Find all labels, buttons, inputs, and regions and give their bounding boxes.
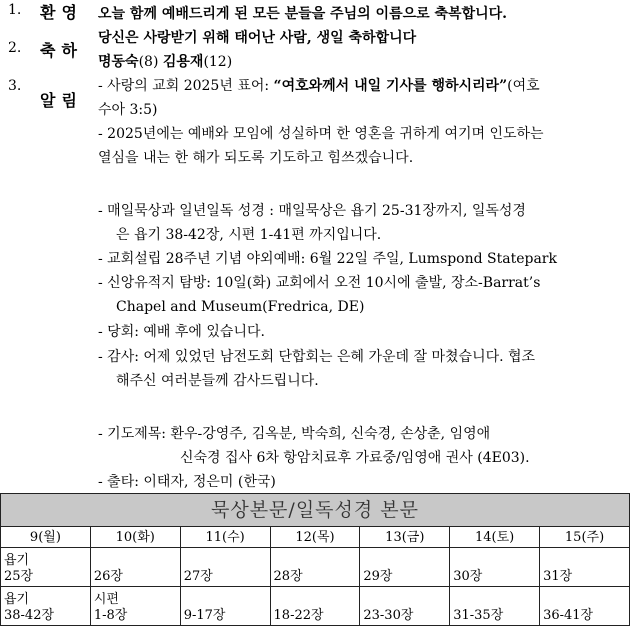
item-number: 1.: [8, 2, 22, 18]
birthday-date: (8): [138, 54, 163, 70]
day-header: 13(금): [360, 527, 450, 548]
section-heading-birthday: 축하: [40, 41, 83, 60]
day-header: 11(수): [180, 527, 270, 548]
thanks-notice: - 감사: 어제 있었던 남전도회 단합회는 은혜 가운데 잘 마쳤습니다. 협조: [98, 349, 536, 365]
birthday-name: 김용재: [162, 54, 204, 70]
birthday-date: (12): [203, 54, 233, 70]
prayer-notice: 신숙경 집사 6차 항암치료후 가료중/임영애 권사 (4E03).: [180, 450, 530, 466]
birthday-line: 당신은 사랑받기 위해 태어난 사람, 생일 축하합니다: [98, 30, 417, 46]
day-header: 15(주): [540, 527, 630, 548]
goal-line: - 2025년에는 예배와 모임에 성실하며 한 영혼을 귀하게 여기며 인도하는: [98, 126, 544, 142]
anniversary-notice: - 교회설립 28주년 기념 야외예배: 6월 22일 주일, Lumspond Statepark: [98, 251, 557, 267]
day-header: 9(월): [1, 527, 91, 548]
board-notice: - 당회: 예배 후에 있습니다.: [98, 324, 265, 340]
reading-notice: 은 욥기 38-42장, 시편 1-41편 까지입니다.: [116, 227, 382, 243]
reading-cell: 욥기 38-42장: [1, 587, 91, 626]
meditation-cell: 27장: [180, 548, 270, 587]
reading-cell: 23-30장: [360, 587, 450, 626]
item-number: 3.: [8, 78, 22, 94]
reading-cell: 36-41장: [540, 587, 630, 626]
motto-label: - 사랑의 교회 2025년 표어:: [98, 78, 274, 94]
section-heading-welcome: 환영: [40, 3, 83, 22]
section-heading-notices: 알림: [40, 91, 83, 110]
reading-cell: 9-17장: [180, 587, 270, 626]
reading-cell: 시편 1-8장: [90, 587, 180, 626]
prayer-notice: - 기도제목: 환우-강영주, 김옥분, 박숙희, 신숙경, 손상춘, 임영애: [98, 426, 491, 442]
trip-notice: - 신앙유적지 탐방: 10일(화) 교회에서 오전 10시에 출발, 장소-Barrat’s: [98, 275, 541, 291]
item-number: 2.: [8, 40, 22, 56]
meditation-cell: 26장: [90, 548, 180, 587]
meditation-cell: 욥기 25장: [1, 548, 91, 587]
bible-reading-table: [0, 493, 630, 626]
meditation-cell: 30장: [450, 548, 540, 587]
thanks-notice: 해주신 여러분들께 감사드립니다.: [116, 373, 319, 389]
day-header: 14(토): [450, 527, 540, 548]
trip-notice: Chapel and Museum(Fredrica, DE): [116, 299, 365, 315]
motto-line: [98, 74, 540, 98]
meditation-cell: 28장: [270, 548, 360, 587]
birthday-names: [98, 50, 232, 74]
welcome-text: 오늘 함께 예배드리게 된 모든 분들을 주님의 이름으로 축복합니다.: [98, 6, 508, 22]
motto-reference: 수아 3:5): [98, 102, 158, 118]
day-header: 10(화): [90, 527, 180, 548]
meditation-cell: 29장: [360, 548, 450, 587]
day-header: 12(목): [270, 527, 360, 548]
birthday-name: 명동숙: [98, 54, 139, 70]
goal-line: 열심을 내는 한 해가 되도록 기도하고 힘쓰겠습니다.: [98, 150, 414, 166]
motto-text: “여호와께서 내일 기사를 행하시리라”: [273, 78, 508, 94]
meditation-cell: 31장: [540, 548, 630, 587]
travel-notice: - 출타: 이태자, 정은미 (한국): [98, 474, 276, 490]
reading-cell: 31-35장: [450, 587, 540, 626]
reading-notice: - 매일묵상과 일년일독 성경 : 매일묵상은 욥기 25-31장까지, 일독성경: [98, 203, 526, 219]
reading-cell: 18-22장: [270, 587, 360, 626]
motto-ref-start: (여호: [507, 78, 540, 94]
table-caption: 묵상본문/일독성경 본문: [1, 494, 630, 527]
